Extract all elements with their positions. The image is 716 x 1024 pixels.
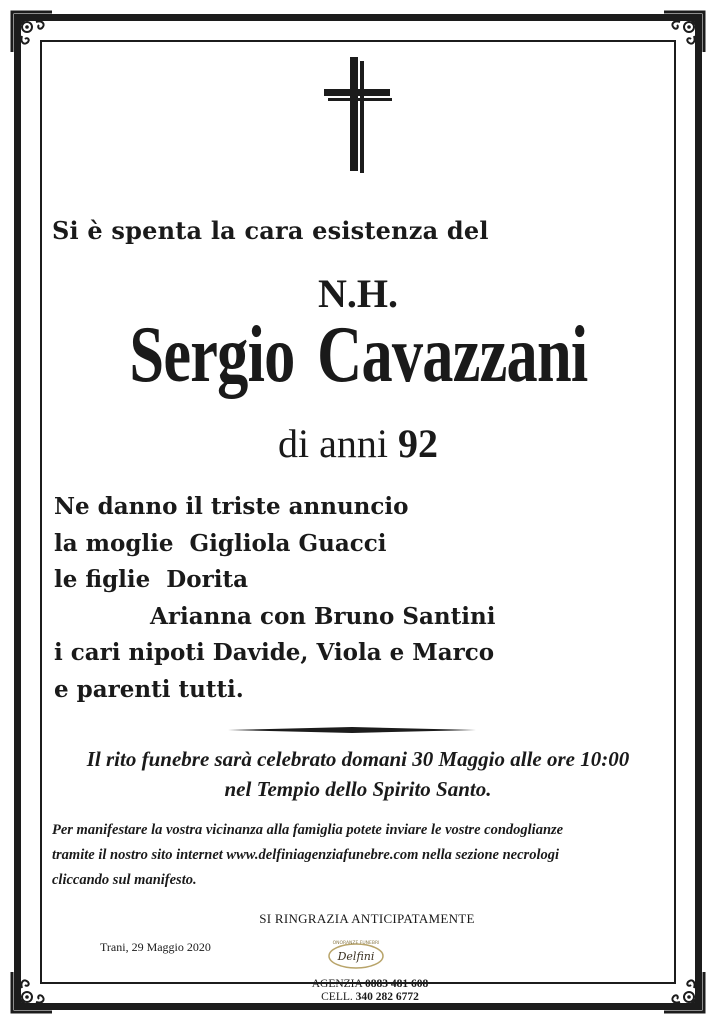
place-date: Trani, 29 Maggio 2020: [100, 940, 211, 954]
divider-rule: [228, 727, 476, 733]
announcement-line: le figlie Dorita: [54, 566, 248, 593]
age-value: 92: [397, 421, 438, 466]
deceased-name: Sergio Cavazzani: [129, 311, 588, 399]
ornament-corner-icon: [8, 968, 56, 1016]
agency-contacts: [300, 978, 440, 1004]
announcement-line: la moglie Gigliola Guacci: [54, 529, 387, 557]
phone-number: 0883 481 608: [365, 978, 429, 990]
announcement-line: e parenti tutti.: [54, 675, 244, 703]
mobile-number: 340 282 6772: [355, 991, 419, 1003]
rite-line: nel Tempio dello Spirito Santo.: [224, 777, 492, 801]
honorific-title: N.H.: [318, 271, 398, 316]
mobile-label: CELL.: [321, 991, 353, 1003]
announcement-line: Ne danno il triste annuncio: [54, 493, 409, 520]
age-prefix: di anni: [278, 421, 388, 466]
logo-text: Delfini: [337, 950, 375, 963]
ornament-corner-icon: [8, 8, 56, 56]
condolences-line: Per manifestare la vostra vicinanza alla famiglia potete inviare le vostre condoglianze: [52, 822, 564, 838]
announcement-line: i cari nipoti Davide, Viola e Marco: [54, 639, 495, 666]
condolences-line: tramite il nostro sito internet www.delfiniagenziafunebre.com nella sezione necrologi: [52, 847, 559, 863]
ornament-corner-icon: [660, 968, 708, 1016]
ornament-corner-icon: [660, 8, 708, 56]
condolences-note: [52, 818, 672, 893]
announcement-block: [54, 489, 495, 708]
latin-cross-icon: [322, 55, 394, 175]
announcement-line: Arianna con Bruno Santini: [150, 602, 496, 630]
agency-mobile-line: [300, 991, 440, 1004]
age-line: [0, 420, 716, 467]
intro-text: Si è spenta la cara esistenza del: [52, 216, 489, 245]
phone-label: AGENZIA: [311, 978, 363, 990]
rite-line: Il rito funebre sarà celebrato domani 30 Maggio alle ore 10:00: [86, 747, 630, 771]
agency-phone-line: [300, 978, 440, 991]
logo-small-text: ONORANZE FUNEBRI: [332, 941, 380, 946]
agency-logo: [323, 936, 389, 970]
thanks-text: SI RINGRAZIA ANTICIPATAMENTE: [259, 911, 475, 926]
rite-announcement: [0, 744, 716, 804]
condolences-line: cliccando sul manifesto.: [52, 872, 197, 888]
